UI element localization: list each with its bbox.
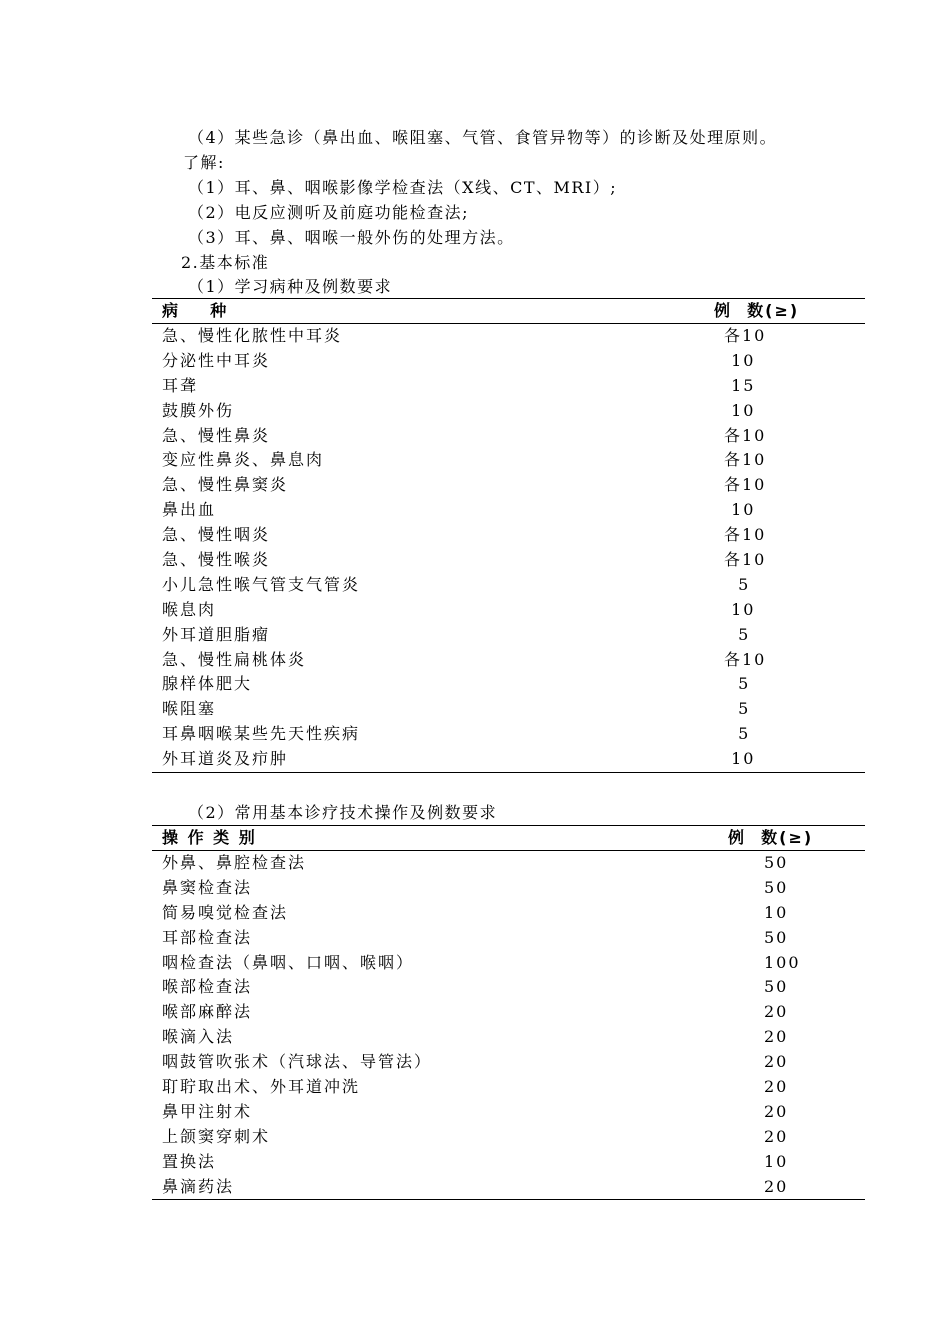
table-row	[152, 951, 865, 976]
table-row	[152, 1100, 865, 1125]
table-row	[152, 697, 865, 722]
table-row	[152, 399, 865, 424]
table-row	[152, 473, 865, 498]
row-count-cell: 50	[764, 853, 789, 872]
row-count-cell: 50	[764, 877, 789, 897]
intro-line-audiometry: （2）电反应测听及前庭功能检查法;	[188, 203, 470, 222]
intro-line-emergency: （4）某些急诊（鼻出血、喉阻塞、气管、食管异物等）的诊断及处理原则。	[188, 128, 778, 147]
table-row	[152, 648, 865, 673]
row-name-cell: 简易嗅觉检查法	[162, 902, 289, 922]
row-name-cell: 喉部麻醉法	[162, 1002, 253, 1022]
row-name-cell: 喉阻塞	[162, 699, 217, 719]
table-row	[152, 1000, 865, 1025]
intro-line-trauma: （3）耳、鼻、咽喉一般外伤的处理方法。	[188, 228, 515, 247]
section-title-diseases: （1）学习病种及例数要求	[188, 277, 393, 296]
table-row	[152, 424, 865, 449]
row-count-cell: 20	[764, 1002, 789, 1022]
row-name-cell: 耳鼻咽喉某些先天性疾病	[162, 724, 361, 744]
row-name-cell: 上颌窦穿刺术	[162, 1126, 271, 1146]
row-count-cell: 5	[724, 624, 751, 644]
procedure-table-header	[152, 826, 865, 851]
procedure-col-header: 操 作 类 别	[162, 828, 257, 847]
row-count-cell: 5	[724, 724, 751, 744]
disease-count-col-header: 例 数(≥)	[714, 301, 800, 320]
row-count-cell: 各10	[724, 326, 767, 345]
table-row	[152, 747, 865, 772]
row-count-cell: 20	[764, 1126, 789, 1146]
section-title-procedures: （2）常用基本诊疗技术操作及例数要求	[188, 803, 498, 822]
table-row	[152, 1025, 865, 1050]
row-count-cell: 50	[764, 927, 789, 947]
table-row	[152, 523, 865, 548]
row-name-cell: 急、慢性咽炎	[162, 525, 271, 545]
table-row	[152, 926, 865, 951]
row-name-cell: 鼻出血	[162, 500, 217, 520]
row-count-cell: 15	[724, 375, 756, 395]
row-count-cell: 20	[764, 1176, 789, 1196]
table-row	[152, 851, 865, 876]
row-count-cell: 5	[724, 699, 751, 719]
table-row	[152, 1175, 865, 1200]
row-name-cell: 急、慢性喉炎	[162, 550, 271, 570]
row-name-cell: 腺样体肥大	[162, 674, 253, 694]
row-count-cell: 各10	[724, 450, 767, 470]
row-name-cell: 咽鼓管吹张术（汽球法、导管法）	[162, 1052, 433, 1072]
row-name-cell: 耳聋	[162, 375, 199, 395]
row-name-cell: 鼻窦检查法	[162, 877, 253, 897]
row-count-cell: 10	[724, 599, 756, 619]
disease-table-header	[152, 299, 865, 324]
table-row	[152, 324, 865, 349]
row-name-cell: 分泌性中耳炎	[162, 350, 271, 370]
row-count-cell: 50	[764, 977, 789, 997]
row-count-cell: 20	[764, 1027, 789, 1047]
row-count-cell: 各10	[724, 649, 767, 669]
table-row	[152, 1050, 865, 1075]
row-name-cell: 鼻甲注射术	[162, 1101, 253, 1121]
row-count-cell: 各10	[724, 475, 767, 495]
row-count-cell: 各10	[724, 425, 767, 445]
row-count-cell: 5	[724, 574, 751, 594]
row-count-cell: 100	[764, 952, 801, 972]
row-count-cell: 20	[764, 1052, 789, 1072]
row-name-cell: 置换法	[162, 1151, 217, 1171]
row-name-cell: 外耳道胆脂瘤	[162, 624, 271, 644]
disease-table	[152, 298, 865, 773]
row-name-cell: 喉部检查法	[162, 977, 253, 997]
table-row	[152, 374, 865, 399]
row-count-cell: 10	[724, 749, 756, 769]
intro-line-imaging: （1）耳、鼻、咽喉影像学检查法（X线、CT、MRI）;	[188, 178, 618, 197]
section-heading-basic-standard: 2.基本标准	[181, 253, 270, 272]
table-row	[152, 672, 865, 697]
row-name-cell: 耳部检查法	[162, 927, 253, 947]
row-count-cell: 10	[764, 902, 789, 922]
row-count-cell: 10	[724, 400, 756, 420]
row-name-cell: 变应性鼻炎、鼻息肉	[162, 450, 325, 470]
row-name-cell: 耵聍取出术、外耳道冲洗	[162, 1077, 361, 1097]
table-row	[152, 722, 865, 747]
row-count-cell: 5	[724, 674, 751, 694]
row-count-cell: 10	[724, 500, 756, 520]
row-count-cell: 各10	[724, 525, 767, 545]
intro-line-understand: 了解:	[183, 153, 225, 172]
row-count-cell: 20	[764, 1101, 789, 1121]
procedure-count-col-header: 例 数(≥)	[728, 828, 814, 847]
table-row	[152, 623, 865, 648]
row-name-cell: 喉滴入法	[162, 1027, 235, 1047]
row-name-cell: 咽检查法（鼻咽、口咽、喉咽）	[162, 952, 415, 972]
row-name-cell: 急、慢性扁桃体炎	[162, 649, 307, 669]
table-row	[152, 598, 865, 623]
row-count-cell: 10	[724, 350, 756, 370]
disease-table-body	[152, 324, 865, 772]
procedure-table-body	[152, 851, 865, 1199]
table-row	[152, 349, 865, 374]
row-name-cell: 急、慢性鼻炎	[162, 425, 271, 445]
row-name-cell: 喉息肉	[162, 599, 217, 619]
table-row	[152, 1075, 865, 1100]
row-name-cell: 外耳道炎及疖肿	[162, 749, 289, 769]
table-row	[152, 1125, 865, 1150]
row-name-cell: 鼻滴药法	[162, 1176, 235, 1196]
row-name-cell: 鼓膜外伤	[162, 400, 235, 420]
disease-col-header: 病 种	[162, 301, 229, 320]
table-row	[152, 573, 865, 598]
table-row	[152, 448, 865, 473]
table-row	[152, 975, 865, 1000]
row-name-cell: 外鼻、鼻腔检查法	[162, 853, 307, 872]
procedure-table	[152, 825, 865, 1200]
row-name-cell: 急、慢性鼻窦炎	[162, 475, 289, 495]
table-row	[152, 876, 865, 901]
table-row	[152, 1150, 865, 1175]
row-count-cell: 各10	[724, 550, 767, 570]
table-row	[152, 548, 865, 573]
table-row	[152, 901, 865, 926]
row-count-cell: 10	[764, 1151, 789, 1171]
row-count-cell: 20	[764, 1077, 789, 1097]
row-name-cell: 小儿急性喉气管支气管炎	[162, 574, 361, 594]
row-name-cell: 急、慢性化脓性中耳炎	[162, 326, 343, 345]
table-row	[152, 498, 865, 523]
